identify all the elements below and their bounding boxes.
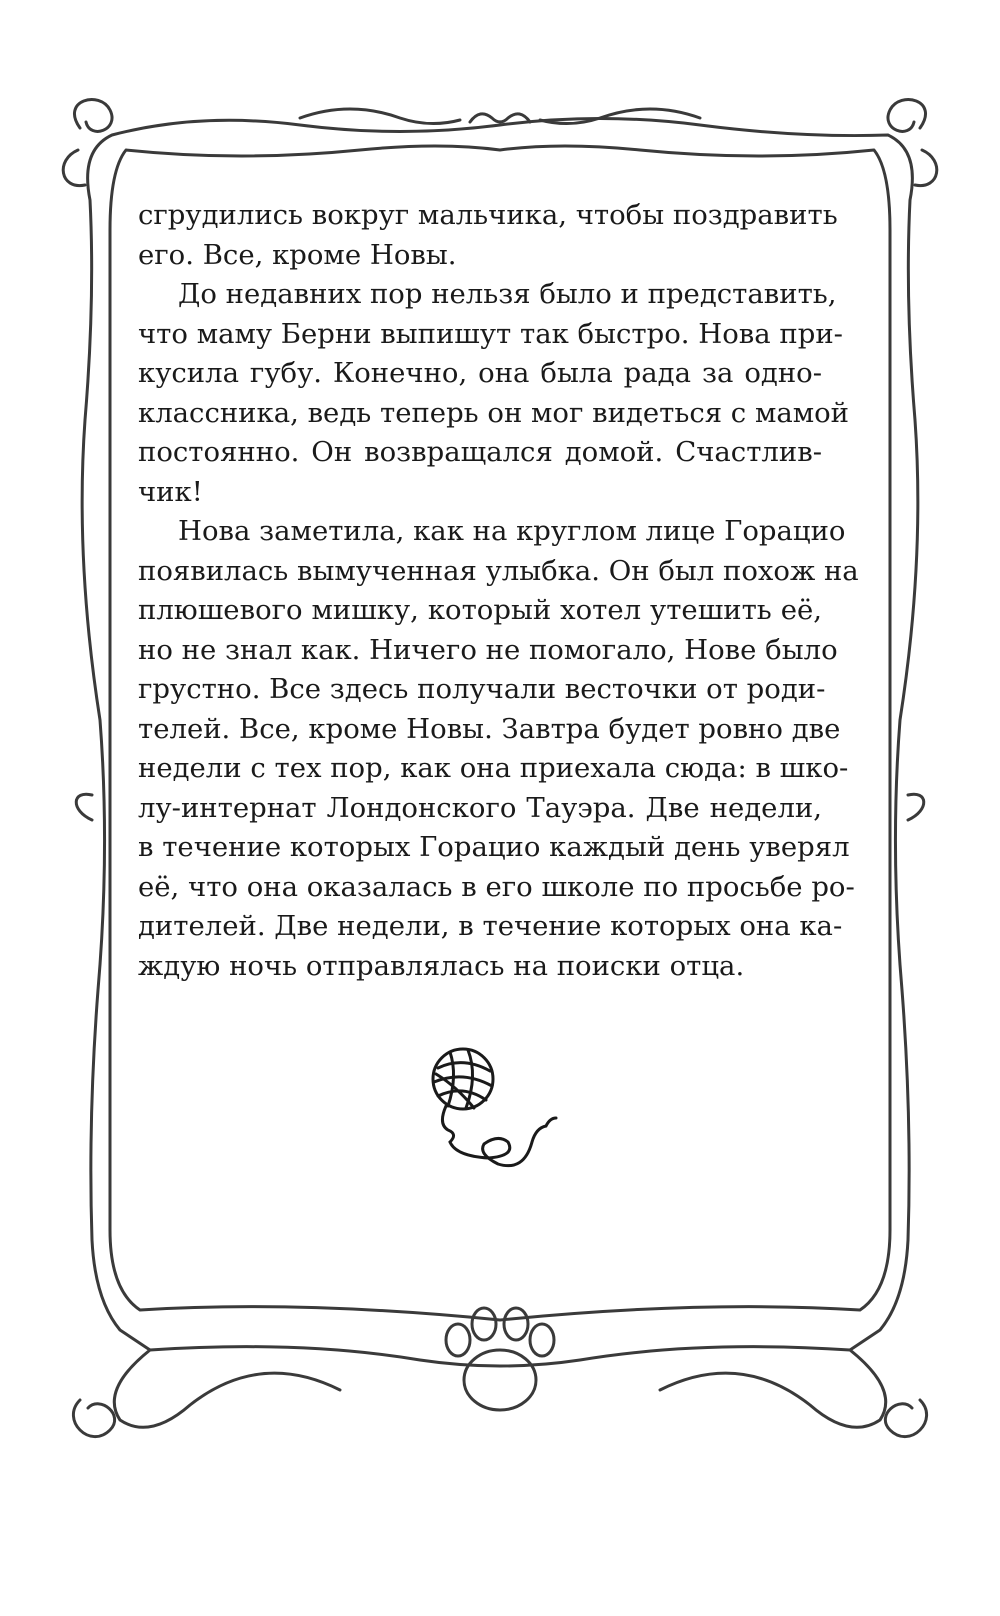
text-line: ждую ночь отправлялась на поиски отца. [138, 949, 745, 982]
text-line: но не знал как. Ничего не помогало, Нове было [138, 633, 838, 666]
text-line: кусила губу. Конечно, она была рада за одно- [138, 357, 822, 389]
text-line: телей. Все, кроме Новы. Завтра будет ровно две [138, 712, 841, 745]
text-line: классника, ведь теперь он мог видеться с мамой [138, 396, 850, 429]
text-line: появилась вымученная улыбка. Он был похож на [138, 554, 859, 587]
text-line: дителей. Две недели, в течение которых она ка- [138, 910, 843, 942]
text-line: грустно. Все здесь получали весточки от роди- [138, 673, 826, 705]
text-line: недели с тех пор, как она приехала сюда: в шко- [138, 752, 849, 784]
text-line: что маму Берни выпишут так быстро. Нова при- [138, 317, 843, 350]
text-line: её, что она оказалась в его школе по просьбе ро- [138, 870, 855, 903]
text-line: в течение которых Горацио каждый день уверял [138, 831, 850, 863]
text-line: До недавних пор нельзя было и представить, [178, 278, 837, 310]
text-line: плюшевого мишку, который хотел утешить её, [138, 594, 822, 626]
text-line: Нова заметила, как на круглом лице Горацио [178, 515, 846, 547]
text-line: чик! [138, 475, 203, 508]
text-line: постоянно. Он возвращался домой. Счастлив- [138, 436, 822, 468]
text-line: лу-интернат Лондонского Тауэра. Две недели, [138, 791, 822, 824]
yarn-ball-icon [428, 1046, 578, 1180]
body-text [138, 196, 859, 986]
paw-print-icon [446, 1308, 554, 1410]
text-line: сгрудились вокруг мальчика, чтобы поздравить [138, 199, 838, 231]
text-line: его. Все, кроме Новы. [138, 238, 457, 271]
